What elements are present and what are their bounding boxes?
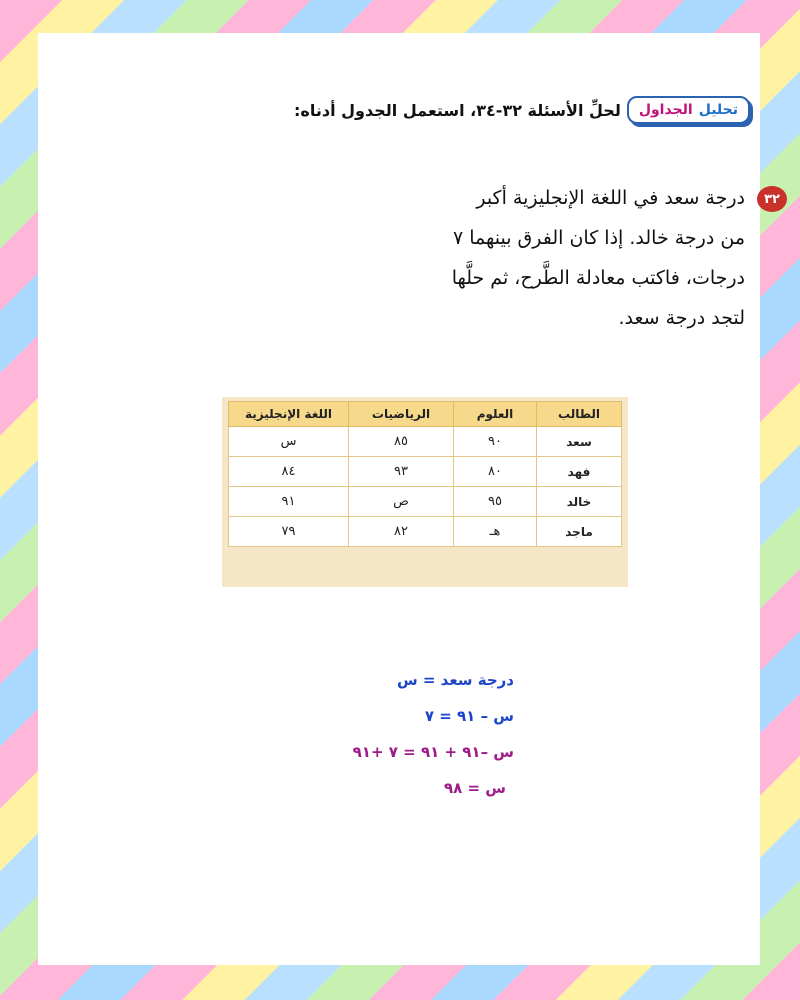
section-heading bbox=[294, 96, 750, 124]
solution-line-2: س – ٩١ = ٧ bbox=[424, 707, 514, 725]
cell-science: ٩٥ bbox=[454, 487, 537, 517]
cell-math: ٩٣ bbox=[349, 457, 454, 487]
question-line: درجات، فاكتب معادلة الطَّرح، ثم حلَّها bbox=[451, 267, 745, 289]
solution-line-1: درجة سعد = س bbox=[396, 671, 514, 689]
question-line: درجة سعد في اللغة الإنجليزية أكبر bbox=[476, 187, 745, 209]
grades-table bbox=[228, 401, 622, 547]
solution-steps bbox=[353, 662, 514, 806]
cell-english: س bbox=[229, 427, 349, 457]
question-line: لتجد درجة سعد. bbox=[618, 307, 745, 329]
solution-line-4: س = ٩٨ bbox=[443, 779, 506, 797]
question-number-badge: ٣٢ bbox=[757, 186, 787, 212]
header-english: اللغة الإنجليزية bbox=[229, 402, 349, 427]
cell-science: ٨٠ bbox=[454, 457, 537, 487]
table-row bbox=[229, 487, 622, 517]
table-row bbox=[229, 457, 622, 487]
header-student: الطالب bbox=[537, 402, 622, 427]
question-line: من درجة خالد. إذا كان الفرق بينهما ٧ bbox=[452, 227, 745, 249]
header-science: العلوم bbox=[454, 402, 537, 427]
table-row bbox=[229, 517, 622, 547]
grades-table-frame bbox=[222, 397, 628, 587]
cell-english: ٨٤ bbox=[229, 457, 349, 487]
cell-science: هـ bbox=[454, 517, 537, 547]
cell-english: ٧٩ bbox=[229, 517, 349, 547]
cell-student: خالد bbox=[537, 487, 622, 517]
topic-badge bbox=[627, 96, 750, 124]
badge-word-1: تحليل bbox=[698, 102, 738, 118]
cell-math: ٨٢ bbox=[349, 517, 454, 547]
solution-line-3: س –٩١ + ٩١ = ٧ +٩١ bbox=[352, 743, 514, 761]
cell-science: ٩٠ bbox=[454, 427, 537, 457]
intro-text: لحلِّ الأسئلة ٣٢-٣٤، استعمل الجدول أدناه: bbox=[294, 100, 621, 120]
cell-math: ٨٥ bbox=[349, 427, 454, 457]
cell-math: ص bbox=[349, 487, 454, 517]
cell-english: ٩١ bbox=[229, 487, 349, 517]
header-math: الرياضيات bbox=[349, 402, 454, 427]
table-header-row bbox=[229, 402, 622, 427]
cell-student: فهد bbox=[537, 457, 622, 487]
badge-word-2: الجداول bbox=[638, 102, 693, 118]
cell-student: ماجد bbox=[537, 517, 622, 547]
question-32 bbox=[365, 178, 780, 338]
table-row bbox=[229, 427, 622, 457]
cell-student: سعد bbox=[537, 427, 622, 457]
